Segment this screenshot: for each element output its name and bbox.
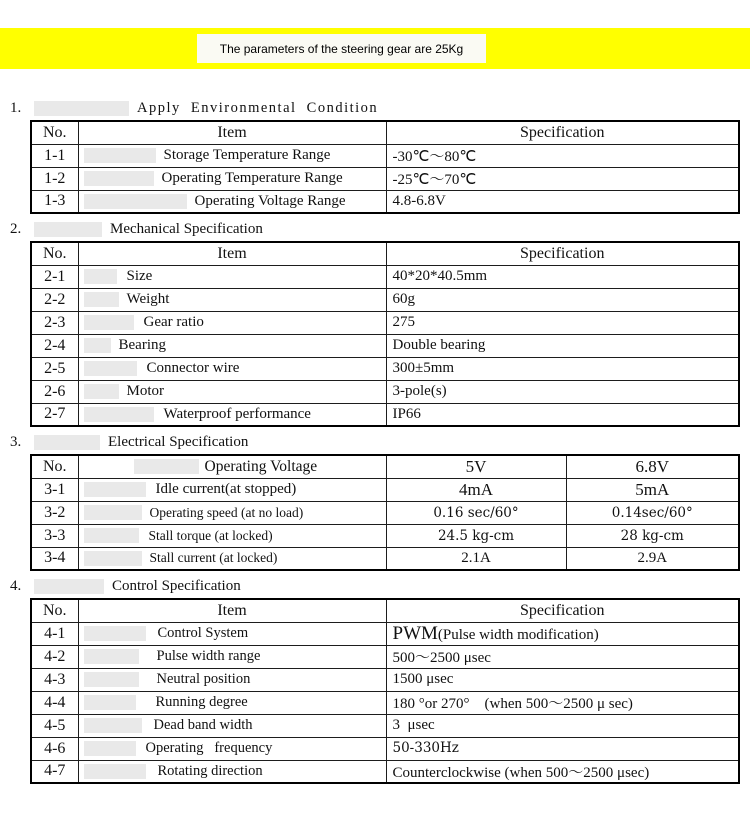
row-spec-cell bbox=[386, 265, 739, 288]
header-row bbox=[31, 599, 739, 622]
table-row bbox=[31, 691, 739, 714]
spec-value: 3-pole(s) bbox=[392, 383, 447, 399]
header-col-1: Item bbox=[78, 599, 386, 622]
redacted-text-block bbox=[84, 292, 119, 307]
row-no-cell: 2-6 bbox=[31, 380, 78, 403]
row-no-cell: 2-7 bbox=[31, 403, 78, 426]
row-no-cell: 4-1 bbox=[31, 622, 78, 645]
spec-table bbox=[30, 454, 740, 571]
table-row bbox=[31, 380, 739, 403]
spec-value: Counterclockwise (when 500～2500 μsec) bbox=[392, 764, 650, 781]
header-item-label: Operating Voltage bbox=[204, 457, 318, 475]
spec-value: 180 °or 270° (when 500～2500 μ sec) bbox=[392, 696, 633, 712]
table-row bbox=[31, 167, 739, 190]
table-row bbox=[31, 622, 739, 645]
item-label: Operating speed (at no load) bbox=[149, 504, 304, 520]
spec-value: 4.8-6.8V bbox=[392, 192, 446, 209]
spec-value: 40*20*40.5mm bbox=[392, 268, 488, 284]
redacted-text-block bbox=[84, 672, 139, 687]
table-row bbox=[31, 334, 739, 357]
row-value-cell-2: 0.14sec/60° bbox=[566, 501, 739, 524]
row-no-cell: 3-4 bbox=[31, 547, 78, 570]
section-title: Control Specification bbox=[112, 578, 241, 594]
spec-table bbox=[30, 241, 740, 427]
redacted-text-block bbox=[84, 315, 134, 330]
table-head bbox=[31, 455, 739, 478]
header-col-2: Specification bbox=[386, 121, 739, 144]
spec-value: -30℃～80℃ bbox=[392, 149, 477, 165]
row-no-cell: 3-1 bbox=[31, 478, 78, 501]
item-content bbox=[84, 648, 386, 665]
table-row bbox=[31, 645, 739, 668]
section-label-redacted bbox=[34, 579, 104, 594]
item-content bbox=[84, 147, 386, 164]
table-row bbox=[31, 190, 739, 213]
header-col-0: No. bbox=[31, 599, 78, 622]
row-no-cell: 2-3 bbox=[31, 311, 78, 334]
table-row bbox=[31, 288, 739, 311]
spec-value: 500～2500 μsec bbox=[392, 650, 491, 666]
header-col-0: No. bbox=[31, 121, 78, 144]
redacted-text-block bbox=[84, 338, 111, 353]
row-item-cell bbox=[78, 714, 386, 737]
section-label-redacted bbox=[34, 101, 129, 116]
row-spec-cell bbox=[386, 190, 739, 213]
banner-note-box bbox=[197, 34, 486, 63]
section-title: Mechanical Specification bbox=[110, 221, 263, 237]
header-item-content bbox=[79, 458, 386, 476]
row-item-cell bbox=[78, 645, 386, 668]
redacted-text-block bbox=[84, 269, 117, 284]
section-number: 2. bbox=[10, 221, 22, 237]
row-spec-cell bbox=[386, 645, 739, 668]
row-no-cell: 4-4 bbox=[31, 691, 78, 714]
row-value-cell-2: 28 kg-cm bbox=[566, 524, 739, 547]
redacted-text-block bbox=[84, 764, 146, 779]
table-body bbox=[31, 265, 739, 426]
spec-value: 50-330Hz bbox=[392, 740, 459, 756]
row-value-cell-2: 2.9A bbox=[566, 547, 739, 570]
spec-value: 275 bbox=[392, 314, 415, 330]
table-row bbox=[31, 144, 739, 167]
section-4 bbox=[0, 578, 750, 784]
item-content bbox=[84, 505, 386, 521]
row-item-cell bbox=[78, 334, 386, 357]
row-item-cell bbox=[78, 478, 386, 501]
redacted-text-block bbox=[84, 626, 146, 641]
row-value-cell-1: 2.1A bbox=[386, 547, 566, 570]
redacted-text-block bbox=[84, 171, 154, 186]
row-value-cell-1: 24.5 kg-cm bbox=[386, 524, 566, 547]
item-content bbox=[84, 193, 386, 210]
header-row bbox=[31, 455, 739, 478]
redacted-text-block bbox=[84, 194, 187, 209]
row-no-cell: 1-2 bbox=[31, 167, 78, 190]
header-col-2: Specification bbox=[386, 599, 739, 622]
item-label: Waterproof performance bbox=[163, 405, 311, 422]
item-content bbox=[84, 740, 386, 757]
row-item-cell bbox=[78, 760, 386, 783]
header-col-1: Item bbox=[78, 121, 386, 144]
row-no-cell: 4-6 bbox=[31, 737, 78, 760]
table-body bbox=[31, 144, 739, 213]
header-col-2: Specification bbox=[386, 242, 739, 265]
redacted-text-block bbox=[84, 505, 142, 520]
item-label: Pulse width range bbox=[156, 648, 261, 664]
row-item-cell bbox=[78, 265, 386, 288]
table-row bbox=[31, 265, 739, 288]
section-number: 3. bbox=[10, 434, 22, 450]
row-item-cell bbox=[78, 311, 386, 334]
row-no-cell: 3-3 bbox=[31, 524, 78, 547]
table-row bbox=[31, 357, 739, 380]
row-no-cell: 4-3 bbox=[31, 668, 78, 691]
spec-value: 300±5mm bbox=[392, 360, 455, 376]
item-content bbox=[84, 671, 386, 688]
row-item-cell bbox=[78, 737, 386, 760]
item-label: Weight bbox=[126, 291, 170, 307]
header-col-0: No. bbox=[31, 242, 78, 265]
row-spec-cell bbox=[386, 380, 739, 403]
top-yellow-banner bbox=[0, 28, 750, 69]
item-content bbox=[84, 406, 386, 423]
item-label: Stall torque (at locked) bbox=[148, 527, 273, 543]
section-label bbox=[10, 434, 750, 451]
item-label: Neutral position bbox=[156, 671, 251, 687]
section-number: 4. bbox=[10, 578, 22, 594]
item-label: Operating frequency bbox=[145, 740, 273, 756]
table-row bbox=[31, 501, 739, 524]
table-row bbox=[31, 760, 739, 783]
item-label: Connector wire bbox=[146, 360, 240, 376]
row-spec-cell bbox=[386, 144, 739, 167]
row-no-cell: 2-2 bbox=[31, 288, 78, 311]
item-label: Size bbox=[126, 268, 153, 284]
row-item-cell bbox=[78, 668, 386, 691]
row-no-cell: 2-5 bbox=[31, 357, 78, 380]
section-label-redacted bbox=[34, 222, 102, 237]
item-label: Bearing bbox=[118, 337, 166, 353]
section-number: 1. bbox=[10, 100, 22, 116]
item-content bbox=[84, 528, 386, 544]
table-row bbox=[31, 478, 739, 501]
header-item bbox=[78, 455, 386, 478]
row-item-cell bbox=[78, 403, 386, 426]
item-label: Gear ratio bbox=[143, 314, 204, 330]
spec-table bbox=[30, 598, 740, 784]
item-label: Dead band width bbox=[153, 717, 253, 733]
redacted-text-block bbox=[84, 482, 146, 497]
spec-value: 1500 μsec bbox=[392, 671, 454, 687]
header-col-1: Item bbox=[78, 242, 386, 265]
row-spec-cell bbox=[386, 357, 739, 380]
row-no-cell: 4-7 bbox=[31, 760, 78, 783]
spec-value: -25℃～70℃ bbox=[392, 172, 477, 188]
row-spec-cell bbox=[386, 737, 739, 760]
row-no-cell: 1-3 bbox=[31, 190, 78, 213]
section-label bbox=[10, 100, 750, 117]
row-spec-cell bbox=[386, 334, 739, 357]
page bbox=[0, 28, 750, 784]
row-no-cell: 2-4 bbox=[31, 334, 78, 357]
row-item-cell bbox=[78, 501, 386, 524]
table-head bbox=[31, 121, 739, 144]
table-row bbox=[31, 668, 739, 691]
header-voltage-1: 5V bbox=[386, 455, 566, 478]
header-voltage-2: 6.8V bbox=[566, 455, 739, 478]
row-no-cell: 3-2 bbox=[31, 501, 78, 524]
item-content bbox=[84, 360, 386, 377]
table-row bbox=[31, 524, 739, 547]
row-item-cell bbox=[78, 357, 386, 380]
item-label: Control System bbox=[157, 625, 249, 641]
item-content bbox=[84, 337, 386, 354]
banner-text: The parameters of the steering gear are 25Kg bbox=[219, 41, 464, 56]
table-row bbox=[31, 403, 739, 426]
spec-value: IP66 bbox=[392, 405, 421, 422]
spec-value-emphasis: PWM bbox=[392, 622, 438, 644]
table-head bbox=[31, 599, 739, 622]
item-content bbox=[84, 170, 386, 187]
table-row bbox=[31, 311, 739, 334]
item-content bbox=[84, 314, 386, 331]
spec-value: Double bearing bbox=[392, 337, 486, 353]
row-spec-cell bbox=[386, 403, 739, 426]
spec-value: (Pulse width modification) bbox=[437, 626, 599, 643]
redacted-text-block bbox=[84, 528, 139, 543]
header-row bbox=[31, 242, 739, 265]
header-no: No. bbox=[31, 455, 78, 478]
item-content bbox=[84, 383, 386, 400]
row-value-cell-1: 0.16 sec/60° bbox=[386, 501, 566, 524]
row-item-cell bbox=[78, 144, 386, 167]
section-1 bbox=[0, 100, 750, 214]
spec-sections bbox=[0, 100, 750, 784]
row-spec-cell bbox=[386, 760, 739, 783]
item-label: Running degree bbox=[155, 694, 248, 710]
redacted-text-block bbox=[84, 741, 136, 756]
row-item-cell bbox=[78, 288, 386, 311]
section-2 bbox=[0, 221, 750, 427]
redacted-text-block bbox=[84, 718, 142, 733]
table-head bbox=[31, 242, 739, 265]
redacted-text-block bbox=[84, 361, 137, 376]
row-item-cell bbox=[78, 622, 386, 645]
row-no-cell: 1-1 bbox=[31, 144, 78, 167]
row-spec-cell bbox=[386, 167, 739, 190]
row-item-cell bbox=[78, 547, 386, 570]
row-item-cell bbox=[78, 167, 386, 190]
row-no-cell: 4-5 bbox=[31, 714, 78, 737]
row-spec-cell bbox=[386, 622, 739, 645]
redacted-text-block bbox=[84, 649, 139, 664]
row-item-cell bbox=[78, 524, 386, 547]
table-body bbox=[31, 622, 739, 783]
section-label bbox=[10, 578, 750, 595]
redacted-text-block bbox=[84, 384, 119, 399]
item-content bbox=[84, 717, 386, 734]
item-label: Operating Temperature Range bbox=[161, 170, 343, 186]
redacted-text-block bbox=[84, 148, 156, 163]
row-no-cell: 2-1 bbox=[31, 265, 78, 288]
row-spec-cell bbox=[386, 311, 739, 334]
row-no-cell: 4-2 bbox=[31, 645, 78, 668]
header-row bbox=[31, 121, 739, 144]
item-content bbox=[84, 268, 386, 285]
table-row bbox=[31, 737, 739, 760]
row-item-cell bbox=[78, 190, 386, 213]
item-label: Storage Temperature Range bbox=[163, 147, 331, 163]
section-title: Apply Environmental Condition bbox=[137, 100, 379, 116]
row-item-cell bbox=[78, 691, 386, 714]
row-spec-cell bbox=[386, 691, 739, 714]
row-value-cell-1: 4mA bbox=[386, 478, 566, 501]
section-3 bbox=[0, 434, 750, 571]
row-spec-cell bbox=[386, 288, 739, 311]
item-label: Idle current(at stopped) bbox=[155, 481, 297, 497]
redacted-text-block bbox=[84, 407, 154, 422]
row-spec-cell bbox=[386, 714, 739, 737]
item-content bbox=[84, 291, 386, 308]
item-label: Rotating direction bbox=[157, 762, 263, 779]
item-content bbox=[84, 694, 386, 711]
item-label: Operating Voltage Range bbox=[194, 192, 346, 209]
spec-value: 3 μsec bbox=[392, 717, 435, 733]
item-label: Motor bbox=[126, 383, 164, 399]
item-content bbox=[84, 550, 386, 566]
section-label-redacted bbox=[34, 435, 100, 450]
redacted-text-block bbox=[134, 459, 199, 474]
item-label: Stall current (at locked) bbox=[149, 550, 278, 566]
item-content bbox=[84, 763, 386, 780]
table-row bbox=[31, 547, 739, 570]
spec-table bbox=[30, 120, 740, 214]
row-value-cell-2: 5mA bbox=[566, 478, 739, 501]
table-row bbox=[31, 714, 739, 737]
row-spec-cell bbox=[386, 668, 739, 691]
item-content bbox=[84, 625, 386, 642]
row-item-cell bbox=[78, 380, 386, 403]
table-body bbox=[31, 478, 739, 570]
section-title: Electrical Specification bbox=[108, 434, 249, 450]
item-content bbox=[84, 481, 386, 498]
redacted-text-block bbox=[84, 551, 142, 566]
section-label bbox=[10, 221, 750, 238]
spec-value: 60g bbox=[392, 291, 415, 307]
redacted-text-block bbox=[84, 695, 136, 710]
